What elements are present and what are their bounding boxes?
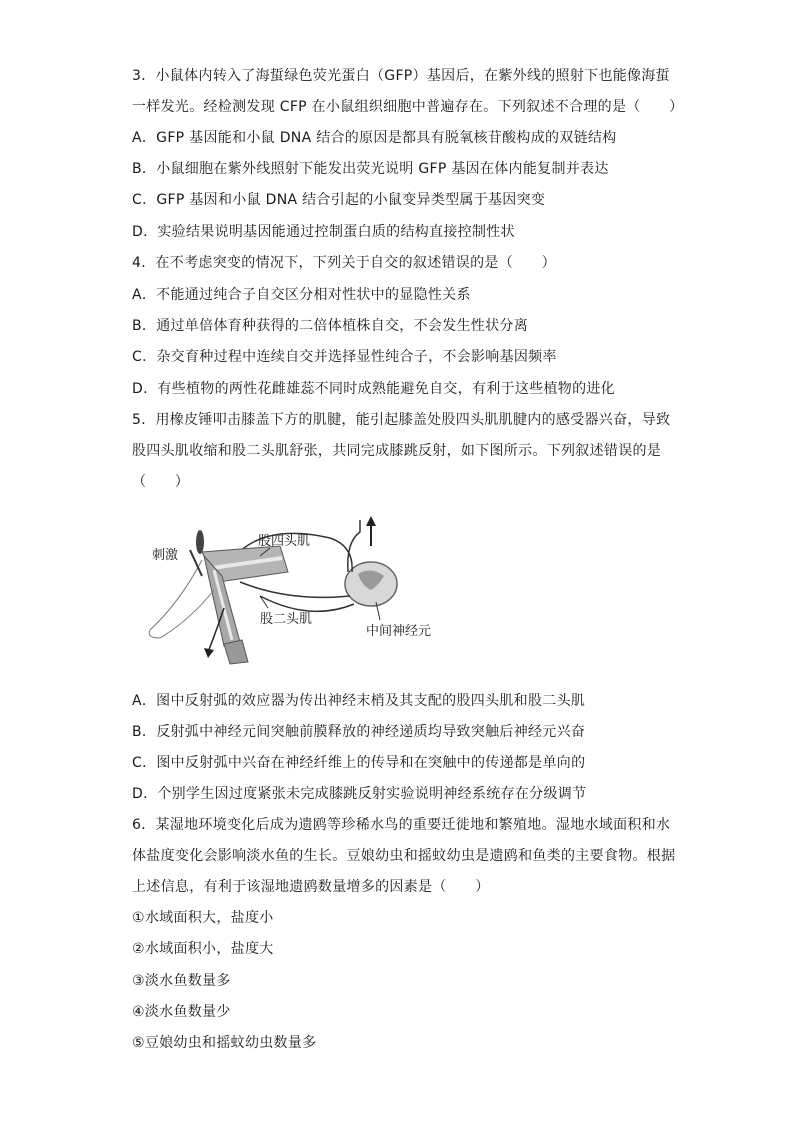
q5-stem-line2: 股四头肌收缩和股二头肌舒张，共同完成膝跳反射，如下图所示。下列叙述错误的是 [132, 443, 662, 459]
q4-option-c: C．杂交育种过程中连续自交并选择显性纯合子，不会影响基因频率 [132, 349, 557, 365]
q6-stem-line3: 上述信息，有利于该湿地遗鸥数量增多的因素是（ ） [132, 879, 490, 895]
q6-stem-line2: 体盐度变化会影响淡水鱼的生长。豆娘幼虫和摇蚊幼虫是遗鸥和鱼类的主要食物。根据 [132, 848, 676, 864]
q6-item-4: ④淡水鱼数量少 [132, 1004, 231, 1020]
label-interneuron: 中间神经元 [366, 624, 432, 639]
label-quadriceps: 股四头肌 [258, 534, 311, 549]
knee-reflex-figure [140, 512, 460, 670]
q3-option-d: D．实验结果说明基因能通过控制蛋白质的结构直接控制性状 [132, 224, 515, 240]
q3-stem-line1: 3．小鼠体内转入了海蜇绿色荧光蛋白（GFP）基因后，在紫外线的照射下也能像海蜇 [132, 68, 670, 84]
q5-stem-line1: 5．用橡皮锤叩击膝盖下方的肌腱，能引起膝盖处股四头肌肌腱内的感受器兴奋，导致 [132, 412, 671, 428]
q6-item-5: ⑤豆娘幼虫和摇蚊幼虫数量多 [132, 1035, 317, 1051]
q4-option-a: A．不能通过纯合子自交区分相对性状中的显隐性关系 [132, 287, 471, 303]
q5-option-b: B．反射弧中神经元间突触前膜释放的神经递质均导致突触后神经元兴奋 [132, 724, 586, 740]
q6-item-3: ③淡水鱼数量多 [132, 973, 231, 989]
q4-stem-line1: 4．在不考虑突变的情况下，下列关于自交的叙述错误的是（ ） [132, 255, 556, 271]
q3-option-b: B．小鼠细胞在紫外线照射下能发出荧光说明 GFP 基因在体内能复制并表达 [132, 161, 609, 177]
label-biceps: 股二头肌 [260, 612, 313, 627]
q3-stem-line2: 一样发光。经检测发现 CFP 在小鼠组织细胞中普遍存在。下列叙述不合理的是（ ） [132, 99, 684, 115]
efferent-nerve-2 [260, 596, 354, 611]
q5-option-c: C．图中反射弧中兴奋在神经纤维上的传导和在突触中的传递都是单向的 [132, 755, 586, 771]
q5-option-a: A．图中反射弧的效应器为传出神经末梢及其支配的股四头肌和股二头肌 [132, 693, 586, 709]
q4-option-d: D．有些植物的两性花雌雄蕊不同时成熟能避免自交，有利于这些植物的进化 [132, 381, 615, 397]
up-arrow-head [366, 516, 376, 526]
q5-stem-line3: （ ） [132, 474, 190, 490]
q6-item-1: ①水域面积大，盐度小 [132, 910, 274, 926]
label-stimulus: 刺激 [152, 548, 179, 563]
q6-item-2: ②水域面积小，盐度大 [132, 941, 274, 957]
q3-option-a: A．GFP 基因能和小鼠 DNA 结合的原因是都具有脱氧核苷酸构成的双链结构 [132, 130, 617, 146]
efferent-nerve-1 [240, 582, 350, 597]
q3-option-c: C．GFP 基因和小鼠 DNA 结合引起的小鼠变异类型属于基因突变 [132, 192, 546, 208]
swung-leg-outline [149, 560, 214, 638]
foot-shape [224, 640, 248, 664]
motion-arrow-head [204, 648, 214, 658]
q5-option-d: D．个别学生因过度紧张未完成膝跳反射实验说明神经系统存在分级调节 [132, 786, 587, 802]
hammer-head [196, 530, 204, 554]
q4-option-b: B．通过单倍体育种获得的二倍体植株自交，不会发生性状分离 [132, 318, 529, 334]
q6-stem-line1: 6．某湿地环境变化后成为遗鸥等珍稀水鸟的重要迁徙地和繁殖地。湿地水域面积和水 [132, 817, 671, 833]
